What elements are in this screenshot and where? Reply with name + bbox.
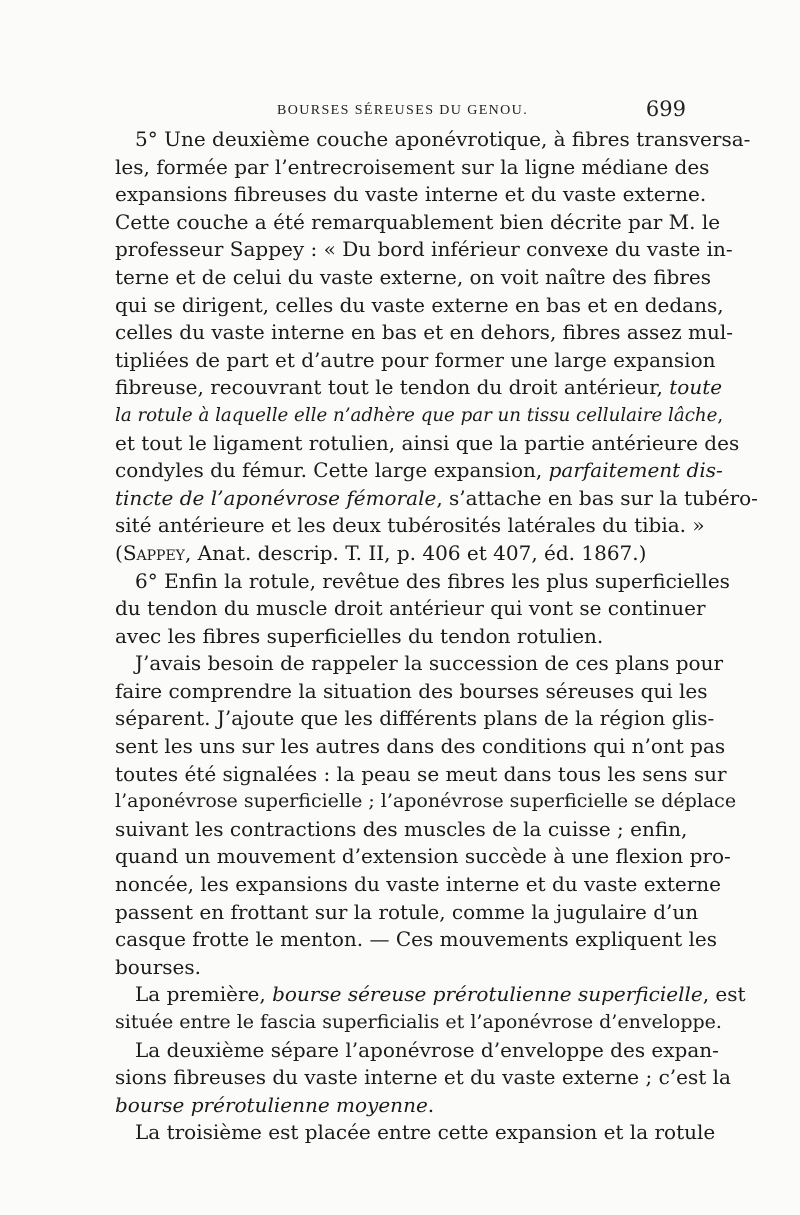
text-line: noncée, les expansions du vaste interne et du vaste externe [115, 872, 721, 897]
text-line: située entre le fascia superficialis et l’aponévrose d’enveloppe. [115, 1011, 722, 1033]
text-span: La première, [135, 982, 273, 1007]
page-number: 699 [645, 97, 686, 121]
text-line: sions fibreuses du vaste interne et du vaste externe ; c’est la [115, 1065, 731, 1090]
text-line [115, 981, 746, 1009]
text-line: faire comprendre la situation des bourses séreuses qui les [115, 678, 708, 703]
text-line: Cette couche a été remarquablement bien décrite par M. le [115, 209, 721, 234]
text-line: casque frotte le menton. — Ces mouvements expliquent les [115, 927, 717, 952]
text-line [115, 402, 724, 430]
text-line: avec les fibres superficielles du tendon rotulien. [115, 623, 604, 648]
text-line: 6° Enfin la rotule, revêtue des fibres les plus superficielles [135, 568, 730, 593]
text-line: tipliées de part et d’autre pour former une large expansion [115, 347, 716, 372]
text-line: suivant les contractions des muscles de la cuisse ; enfin, [115, 816, 688, 841]
italic-span: bourse séreuse prérotulienne superficielle [272, 982, 703, 1007]
text-line: toutes été signalées : la peau se meut dans tous les sens sur [115, 761, 727, 786]
text-span: . [427, 1092, 435, 1117]
text-span: , [717, 404, 724, 426]
text-line: professeur Sappey : « Du bord inférieur convexe du vaste in- [115, 237, 733, 262]
text-line: sité antérieure et les deux tubérosités latérales du tibia. » [115, 513, 705, 538]
text-line: expansions fibreuses du vaste interne et du vaste externe. [115, 182, 707, 207]
text-line [115, 457, 723, 485]
text-line: et tout le ligament rotulien, ainsi que la partie antérieure des [115, 430, 740, 455]
text-line: celles du vaste interne en bas et en dehors, fibres assez mul- [115, 320, 733, 345]
running-title: BOURSES SÉREUSES DU GENOU. [277, 103, 529, 118]
italic-span: parfaitement dis- [548, 458, 723, 483]
text-line: La deuxième sépare l’aponévrose d’enveloppe des expan- [135, 1037, 719, 1062]
text-span: ( [115, 540, 123, 565]
text-span: , Anat. descrip. T. II, p. 406 et 407, éd. 1867.) [184, 540, 647, 565]
text-line: du tendon du muscle droit antérieur qui vont se continuer [115, 596, 706, 621]
text-line: quand un mouvement d’extension succède à une flexion pro- [115, 844, 731, 869]
text-line: 5° Une deuxième couche aponévrotique, à fibres transversa- [135, 127, 751, 151]
author-name: Sappey [122, 540, 185, 565]
italic-span: bourse prérotulienne moyenne [115, 1092, 428, 1117]
text-line: l’aponévrose superficielle ; l’aponévrose superficielle se déplace [115, 790, 737, 813]
body-text [115, 126, 758, 1147]
text-span: condyles du fémur. Cette large expansion, [115, 458, 549, 483]
text-span: , s’attache en bas sur la tubéro- [436, 485, 758, 510]
text-line: La troisième est placée entre cette expansion et la rotule [135, 1120, 716, 1145]
text-line: les, formée par l’entrecroisement sur la ligne médiane des [115, 154, 710, 179]
text-span: , est [702, 982, 746, 1007]
text-line: sent les uns sur les autres dans des conditions qui n’ont pas [115, 734, 726, 759]
text-line [115, 485, 758, 513]
italic-span: toute [669, 375, 723, 400]
text-line: qui se dirigent, celles du vaste externe en bas et en dedans, [115, 292, 724, 317]
text-line: séparent. J’ajoute que les différents plans de la région glis- [115, 706, 715, 731]
italic-span: tincte de l’aponévrose fémorale [115, 485, 437, 510]
text-line: J’avais besoin de rappeler la succession de ces plans pour [135, 651, 724, 676]
page-header [114, 97, 688, 127]
text-line: bourses. [115, 954, 202, 979]
text-line [115, 540, 687, 568]
text-line: terne et de celui du vaste externe, on voit naître des fibres [115, 264, 712, 289]
italic-span: la rotule à laquelle elle n’adhère que par un tissu cellulaire lâche [115, 404, 718, 426]
text-line [115, 374, 723, 402]
text-line: passent en frottant sur la rotule, comme la jugulaire d’un [115, 899, 699, 924]
text-span: fibreuse, recouvrant tout le tendon du droit antérieur, [115, 375, 670, 400]
text-line [115, 1092, 687, 1120]
